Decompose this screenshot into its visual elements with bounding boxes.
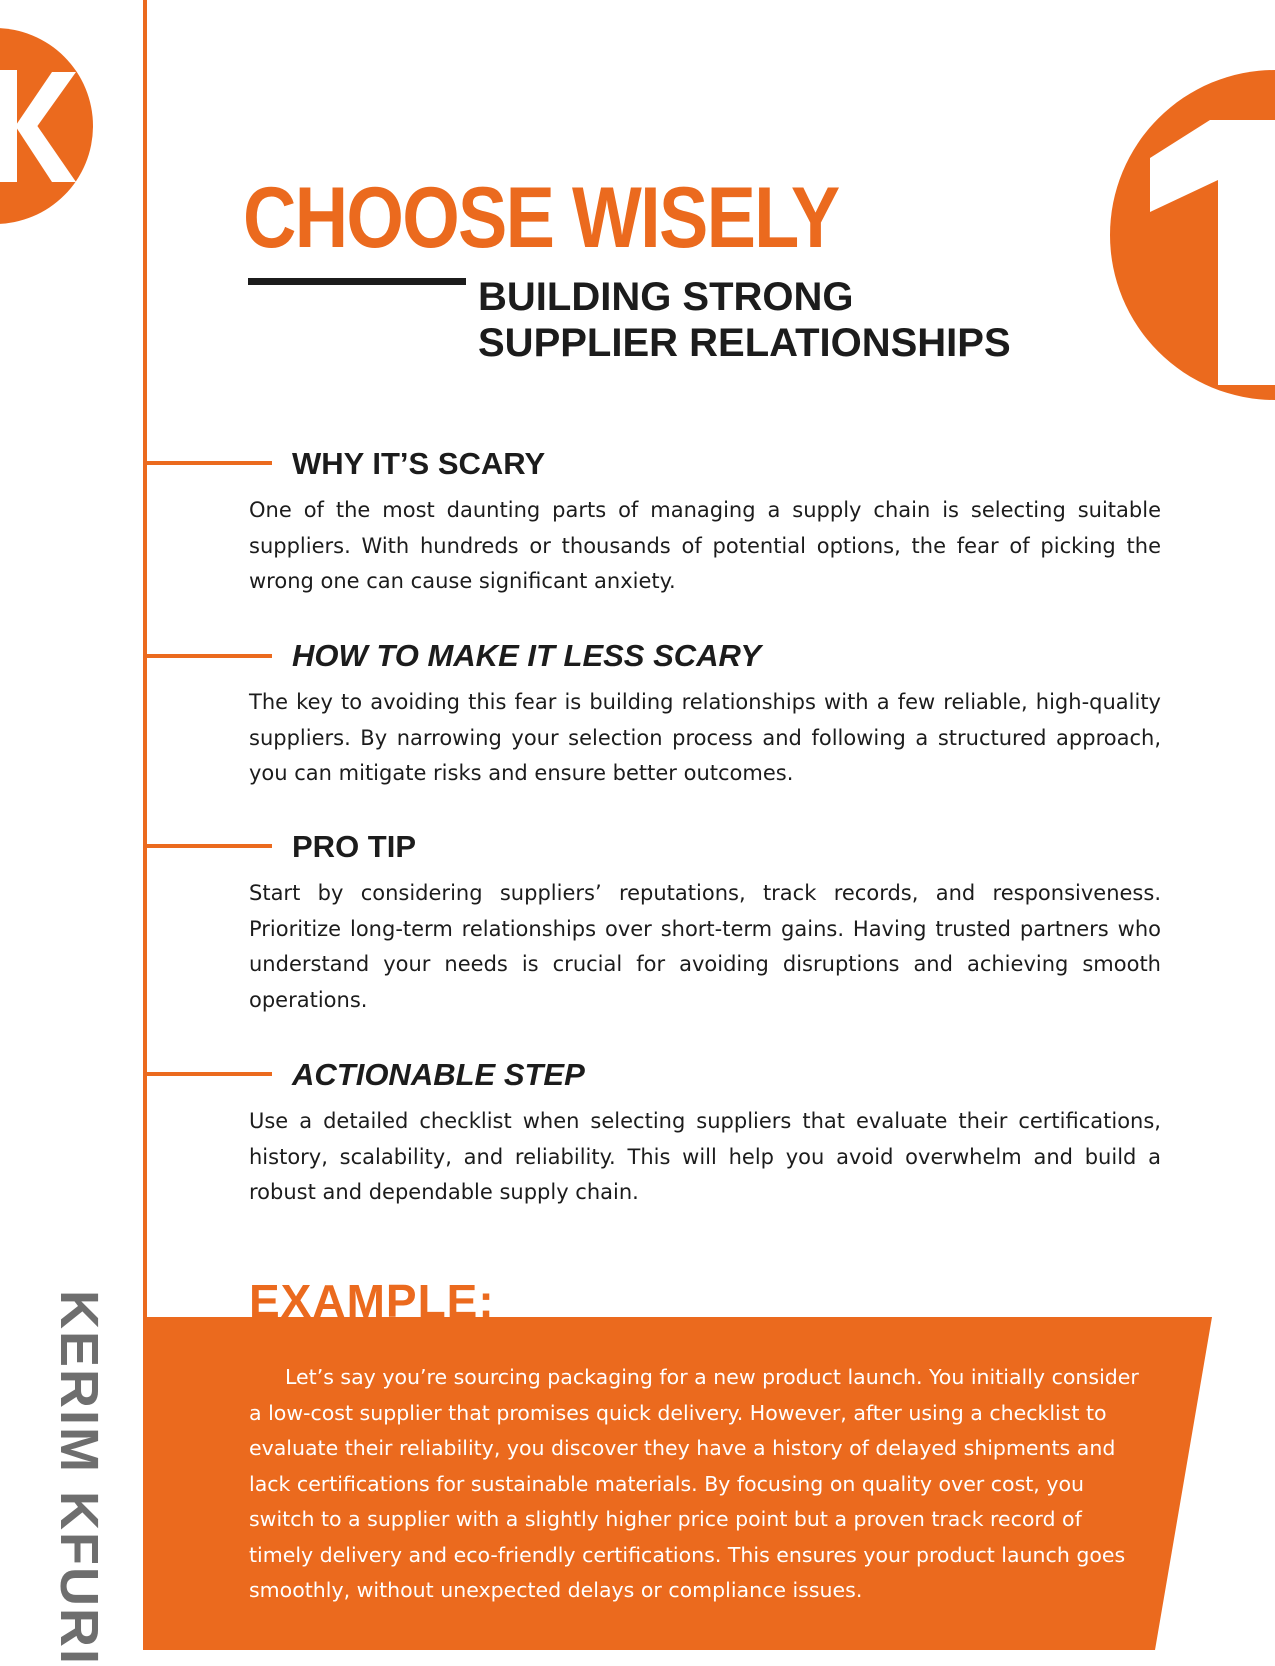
section-marker xyxy=(147,654,272,658)
title-underline xyxy=(248,278,466,285)
k-logo-icon xyxy=(0,0,100,240)
section-marker xyxy=(147,844,272,848)
chapter-number-badge xyxy=(1100,60,1275,410)
example-body: Let’s say you’re sourcing packaging for a new product launch. You initially consider a low-cost supplier that promises quick delivery. However, after using a checklist to evaluate their reliability, you discover they have a history of delayed shipments and lack certifications for sustainable materials. By focusing on quality over cost, you switch to a supplier with a slightly higher price point but a proven track record of timely delivery and eco-friendly certifications. This ensures your product launch goes smoothly, without unexpected delays or compliance issues. xyxy=(249,1365,1139,1602)
section-marker xyxy=(147,461,272,465)
section-marker xyxy=(147,1072,272,1076)
example-heading: EXAMPLE: xyxy=(249,1275,495,1327)
section-heading: HOW TO MAKE IT LESS SCARY xyxy=(292,638,762,673)
page-title: CHOOSE WISELY xyxy=(243,170,839,266)
section-heading: PRO TIP xyxy=(292,829,417,864)
author-name: KERIM KFURI xyxy=(49,1290,109,1666)
page-subtitle: BUILDING STRONG SUPPLIER RELATIONSHIPS xyxy=(478,275,1011,365)
section-heading: WHY IT’S SCARY xyxy=(292,446,546,481)
section-heading: ACTIONABLE STEP xyxy=(292,1057,585,1092)
section-body: Start by considering suppliers’ reputations, track records, and responsiveness. Prioritize long-term relationships over short-term gains. Having trusted partners who understand your needs is crucial for avoiding disruptions and achieving smooth operations. xyxy=(249,881,1161,1012)
section-body: One of the most daunting parts of managing a supply chain is selecting suitable suppliers. With hundreds or thousands of potential options, the fear of picking the wrong one can cause significant anxiety. xyxy=(249,498,1161,593)
section-body: Use a detailed checklist when selecting suppliers that evaluate their certifications, history, scalability, and reliability. This will help you avoid overwhelm and build a robust and dependable supply chain. xyxy=(249,1109,1161,1204)
section-body: The key to avoiding this fear is building relationships with a few reliable, high-quality suppliers. By narrowing your selection process and following a structured approach, you can mitigate risks and ensure better outcomes. xyxy=(249,690,1161,785)
